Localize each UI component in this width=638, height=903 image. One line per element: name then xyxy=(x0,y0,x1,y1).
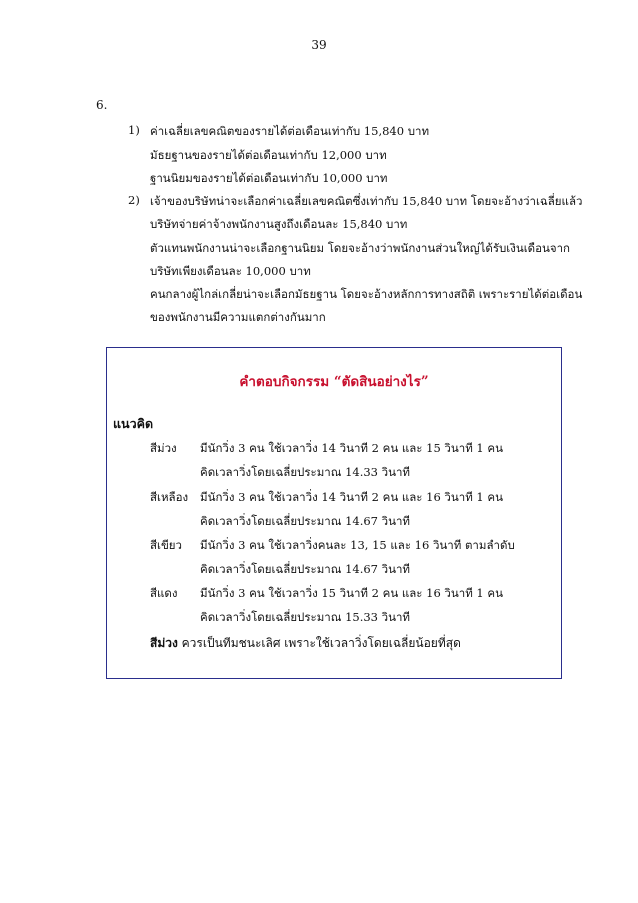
item-1-label: 1) xyxy=(128,123,140,137)
answer-line: ค่าเฉลี่ยเลขคณิตของรายได้ต่อเดือนเท่ากับ 15,840 บาท xyxy=(150,124,430,138)
conclusion xyxy=(150,634,461,653)
team-label-red: สีแดง xyxy=(150,586,178,600)
team-detail: มีนักวิ่ง 3 คน ใช้เวลาวิ่ง 15 วินาที 2 คน และ 16 วินาที 1 คน xyxy=(200,586,503,600)
team-average: คิดเวลาวิ่งโดยเฉลี่ยประมาณ 14.67 วินาที xyxy=(200,514,411,528)
answer-line: ของพนักงานมีความแตกต่างกันมาก xyxy=(150,310,326,324)
answer-line: ฐานนิยมของรายได้ต่อเดือนเท่ากับ 10,000 บาท xyxy=(150,171,388,185)
question-number: 6. xyxy=(96,98,108,112)
section-heading: แนวคิด xyxy=(113,416,154,431)
item-2-label: 2) xyxy=(128,193,140,207)
team-detail: มีนักวิ่ง 3 คน ใช้เวลาวิ่งคนละ 13, 15 และ 16 วินาที ตามลำดับ xyxy=(200,538,515,552)
answer-line: บริษัทเพียงเดือนละ 10,000 บาท xyxy=(150,264,311,278)
answer-line: คนกลางผู้ไกล่เกลี่ยน่าจะเลือกมัธยฐาน โดยจะอ้างหลักการทางสถิติ เพราะรายได้ต่อเดือน xyxy=(150,287,583,301)
team-label-green: สีเขียว xyxy=(150,538,183,552)
answer-line: เจ้าของบริษัทน่าจะเลือกค่าเฉลี่ยเลขคณิตซึ่งเท่ากับ 15,840 บาท โดยจะอ้างว่าเฉลี่ยแล้ว xyxy=(150,194,583,208)
team-detail: มีนักวิ่ง 3 คน ใช้เวลาวิ่ง 14 วินาที 2 คน และ 16 วินาที 1 คน xyxy=(200,490,503,504)
team-average: คิดเวลาวิ่งโดยเฉลี่ยประมาณ 14.67 วินาที xyxy=(200,562,411,576)
answer-line: บริษัทจ่ายค่าจ้างพนักงานสูงถึงเดือนละ 15,840 บาท xyxy=(150,217,408,231)
team-average: คิดเวลาวิ่งโดยเฉลี่ยประมาณ 14.33 วินาที xyxy=(200,465,411,479)
activity-title: คำตอบกิจกรรม “ตัดสินอย่างไร” xyxy=(239,374,429,390)
conclusion-text: ควรเป็นทีมชนะเลิศ เพราะใช้เวลาวิ่งโดยเฉลี่ยน้อยที่สุด xyxy=(177,636,461,650)
team-label-purple: สีม่วง xyxy=(150,441,177,455)
conclusion-winner: สีม่วง xyxy=(150,636,178,650)
team-average: คิดเวลาวิ่งโดยเฉลี่ยประมาณ 15.33 วินาที xyxy=(200,610,411,624)
team-detail: มีนักวิ่ง 3 คน ใช้เวลาวิ่ง 14 วินาที 2 คน และ 15 วินาที 1 คน xyxy=(200,441,503,455)
team-label-yellow: สีเหลือง xyxy=(150,490,189,504)
page-number: 39 xyxy=(311,38,327,52)
answer-line: ตัวแทนพนักงานน่าจะเลือกฐานนิยม โดยจะอ้างว่าพนักงานส่วนใหญ่ได้รับเงินเดือนจาก xyxy=(150,241,571,255)
answer-line: มัธยฐานของรายได้ต่อเดือนเท่ากับ 12,000 บาท xyxy=(150,148,387,162)
